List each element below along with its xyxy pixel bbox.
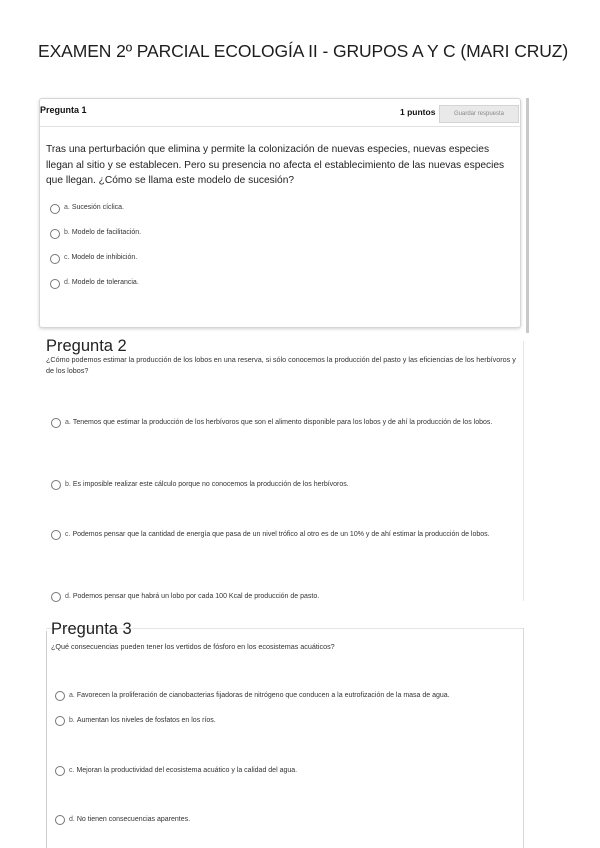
radio-button[interactable] bbox=[50, 229, 60, 239]
radio-button[interactable] bbox=[50, 204, 60, 214]
radio-button[interactable] bbox=[55, 691, 65, 701]
page-title: EXAMEN 2º PARCIAL ECOLOGÍA II - GRUPOS A Y C (MARI CRUZ) bbox=[38, 41, 569, 61]
question-1-option-b[interactable]: b. Modelo de facilitación. bbox=[50, 229, 141, 239]
question-1-header bbox=[40, 99, 520, 127]
radio-button[interactable] bbox=[51, 592, 61, 602]
card-scroll-edge bbox=[526, 98, 529, 333]
question-1-points: 1 puntos bbox=[400, 107, 436, 117]
radio-button[interactable] bbox=[51, 530, 61, 540]
question-1-card bbox=[39, 98, 521, 328]
question-3-label: Pregunta 3 bbox=[51, 620, 132, 638]
radio-button[interactable] bbox=[51, 480, 61, 490]
question-3-frame-left bbox=[46, 631, 47, 848]
radio-button[interactable] bbox=[51, 418, 61, 428]
radio-button[interactable] bbox=[50, 279, 60, 289]
question-3-option-d[interactable]: d. No tienen consecuencias aparentes. bbox=[55, 814, 190, 825]
save-answer-button[interactable]: Guardar respuesta bbox=[439, 105, 519, 123]
header-divider bbox=[40, 126, 520, 127]
radio-button[interactable] bbox=[55, 815, 65, 825]
question-1-option-d[interactable]: d. Modelo de tolerancia. bbox=[50, 279, 139, 289]
question-2-option-a[interactable]: a. Tenemos que estimar la producción de los herbívoros que son el alimento disponible para los lobos y de ahí la producción de los lobos. bbox=[51, 417, 492, 428]
radio-button[interactable] bbox=[50, 254, 60, 264]
radio-button[interactable] bbox=[55, 716, 65, 726]
question-2-option-b[interactable]: b. Es imposible realizar este cálculo porque no conocemos la producción de los herbívoros. bbox=[51, 479, 349, 490]
question-2-option-c[interactable]: c. Podemos pensar que la cantidad de energía que pasa de un nivel trófico al otro es de un 10% y de ahí estimar la producción de lobos. bbox=[51, 529, 490, 540]
question-1-option-c[interactable]: c. Modelo de inhibición. bbox=[50, 254, 137, 264]
question-2-label: Pregunta 2 bbox=[46, 337, 127, 355]
radio-button[interactable] bbox=[55, 766, 65, 776]
question-2-option-d[interactable]: d. Podemos pensar que habrá un lobo por cada 100 Kcal de producción de pasto. bbox=[51, 591, 319, 602]
question-2-text: ¿Cómo podemos estimar la producción de los lobos en una reserva, si sólo conocemos la producción del pasto y las eficiencias de los herbívoros y de los lobos? bbox=[46, 355, 516, 375]
question-1-option-a[interactable]: a. Sucesión cíclica. bbox=[50, 204, 124, 214]
question-3-frame-right bbox=[523, 628, 524, 848]
question-3-option-c[interactable]: c. Mejoran la productividad del ecosistema acuático y la calidad del agua. bbox=[55, 765, 297, 776]
question-1-label: Pregunta 1 bbox=[40, 105, 87, 115]
question-2-frame bbox=[523, 341, 524, 601]
question-1-text: Tras una perturbación que elimina y permite la colonización de nuevas especies, nuevas especies llegan al sitio y se establecen. Pero su presencia no afecta el establecimiento de las nuevas especies que llegan. ¿Cómo se llama este modelo de sucesión? bbox=[46, 144, 505, 186]
question-3-option-b[interactable]: b. Aumentan los niveles de fosfatos en los ríos. bbox=[55, 715, 216, 726]
question-3-option-a[interactable]: a. Favorecen la proliferación de cianobacterias fijadoras de nitrógeno que conducen a la eutrofización de la masa de agua. bbox=[55, 690, 450, 701]
question-3-text: ¿Qué consecuencias pueden tener los vertidos de fósforo en los ecosistemas acuáticos? bbox=[51, 642, 335, 651]
